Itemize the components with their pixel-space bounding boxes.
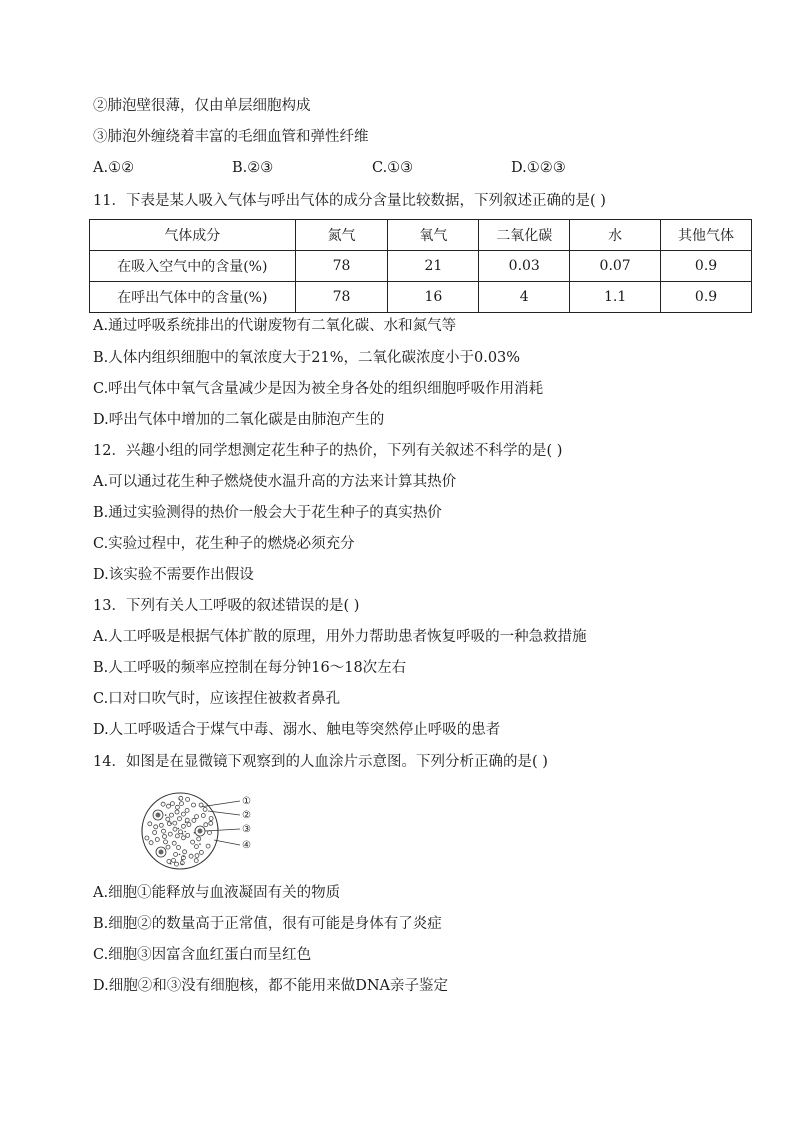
prev-options	[93, 158, 733, 178]
table-row	[90, 282, 752, 313]
q13-option-c: C.口对口吹气时，应该捏住被救者鼻孔	[93, 691, 341, 707]
q14-option-a: A.细胞①能释放与血液凝固有关的物质	[93, 885, 341, 901]
platelet	[178, 828, 180, 830]
option-a: A.①②	[93, 160, 135, 176]
table-cell: 0.9	[661, 282, 752, 313]
table-header-cell: 氧气	[388, 220, 479, 251]
table-cell: 78	[295, 251, 388, 282]
q14-option-d: D.细胞②和③没有细胞核，都不能用来做DNA亲子鉴定	[93, 978, 449, 994]
q12-option-b: B.通过实验测得的热价一般会大于花生种子的真实热价	[93, 505, 442, 521]
table-cell: 0.9	[661, 251, 752, 282]
q11-option-d: D.呼出气体中增加的二氧化碳是由肺泡产生的	[93, 412, 385, 428]
statement-2: ②肺泡壁很薄，仅由单层细胞构成	[93, 98, 311, 114]
platelet	[199, 843, 201, 845]
table-header-cell: 水	[570, 220, 661, 251]
q11-stem: 11．下表是某人吸入气体与呼出气体的成分含量比较数据，下列叙述正确的是( )	[93, 193, 606, 209]
table-cell: 0.07	[570, 251, 661, 282]
platelet	[184, 831, 186, 833]
platelet	[179, 854, 181, 856]
figure-label-4: ④	[242, 840, 251, 851]
table-header-cell: 二氧化碳	[479, 220, 570, 251]
platelet	[185, 821, 187, 823]
q14-option-c: C.细胞③因富含血红蛋白而呈红色	[93, 947, 312, 963]
table-header-cell: 氮气	[295, 220, 388, 251]
option-c: C.①③	[372, 160, 414, 176]
table-cell: 16	[388, 282, 479, 313]
figure-label-1: ①	[242, 796, 251, 807]
table-cell: 21	[388, 251, 479, 282]
q11-option-a: A.通过呼吸系统排出的代谢废物有二氧化碳、水和氮气等	[93, 318, 457, 334]
q13-option-a: A.人工呼吸是根据气体扩散的原理，用外力帮助患者恢复呼吸的一种急救措施	[93, 629, 587, 645]
table-cell: 4	[479, 282, 570, 313]
q12-option-c: C.实验过程中，花生种子的燃烧必须充分	[93, 536, 355, 552]
table-cell: 在吸入空气中的含量(%)	[90, 251, 296, 282]
option-b: B.②③	[232, 160, 274, 176]
table-cell: 78	[295, 282, 388, 313]
table-header-row	[90, 220, 752, 251]
statement-3: ③肺泡外缠绕着丰富的毛细血管和弹性纤维	[93, 129, 369, 145]
white-blood-cell-nucleus	[198, 829, 203, 834]
q12-stem: 12．兴趣小组的同学想测定花生种子的热价，下列有关叙述不科学的是( )	[93, 443, 563, 459]
q11-option-c: C.呼出气体中氧气含量减少是因为被全身各处的组织细胞呼吸作用消耗	[93, 381, 544, 397]
option-d: D.①②③	[511, 160, 566, 176]
figure-label-2: ②	[242, 810, 251, 821]
platelet	[183, 856, 185, 858]
platelet	[170, 823, 172, 825]
q13-option-b: B.人工呼吸的频率应控制在每分钟16～18次左右	[93, 660, 407, 676]
q12-option-a: A.可以通过花生种子燃烧使水温升高的方法来计算其热价	[93, 474, 457, 490]
table-row	[90, 251, 752, 282]
table-cell: 0.03	[479, 251, 570, 282]
table-cell: 1.1	[570, 282, 661, 313]
q13-option-d: D.人工呼吸适合于煤气中毒、溺水、触电等突然停止呼吸的患者	[93, 722, 501, 738]
q14-option-b: B.细胞②的数量高于正常值，很有可能是身体有了炎症	[93, 916, 442, 932]
platelet	[181, 863, 183, 865]
figure-label-3: ③	[242, 824, 251, 835]
q13-stem: 13．下列有关人工呼吸的叙述错误的是( )	[93, 598, 360, 614]
platelet	[181, 859, 183, 861]
blood-smear-figure	[118, 791, 268, 871]
q12-option-d: D.该实验不需要作出假设	[93, 567, 254, 583]
gas-composition-table	[89, 219, 752, 313]
figure-labels	[242, 796, 251, 851]
white-blood-cell-nucleus	[156, 813, 161, 818]
platelet	[179, 799, 181, 801]
table-cell: 在呼出气体中的含量(%)	[90, 282, 296, 313]
platelet	[165, 814, 167, 816]
table-header-cell: 气体成分	[90, 220, 296, 251]
q14-stem: 14．如图是在显微镜下观察到的人血涂片示意图。下列分析正确的是( )	[93, 754, 548, 770]
table-header-cell: 其他气体	[661, 220, 752, 251]
q11-option-b: B.人体内组织细胞中的氧浓度大于21%，二氧化碳浓度小于0.03%	[93, 350, 521, 366]
platelet	[182, 833, 184, 835]
white-blood-cell-nucleus	[159, 850, 164, 855]
platelet	[170, 863, 172, 865]
